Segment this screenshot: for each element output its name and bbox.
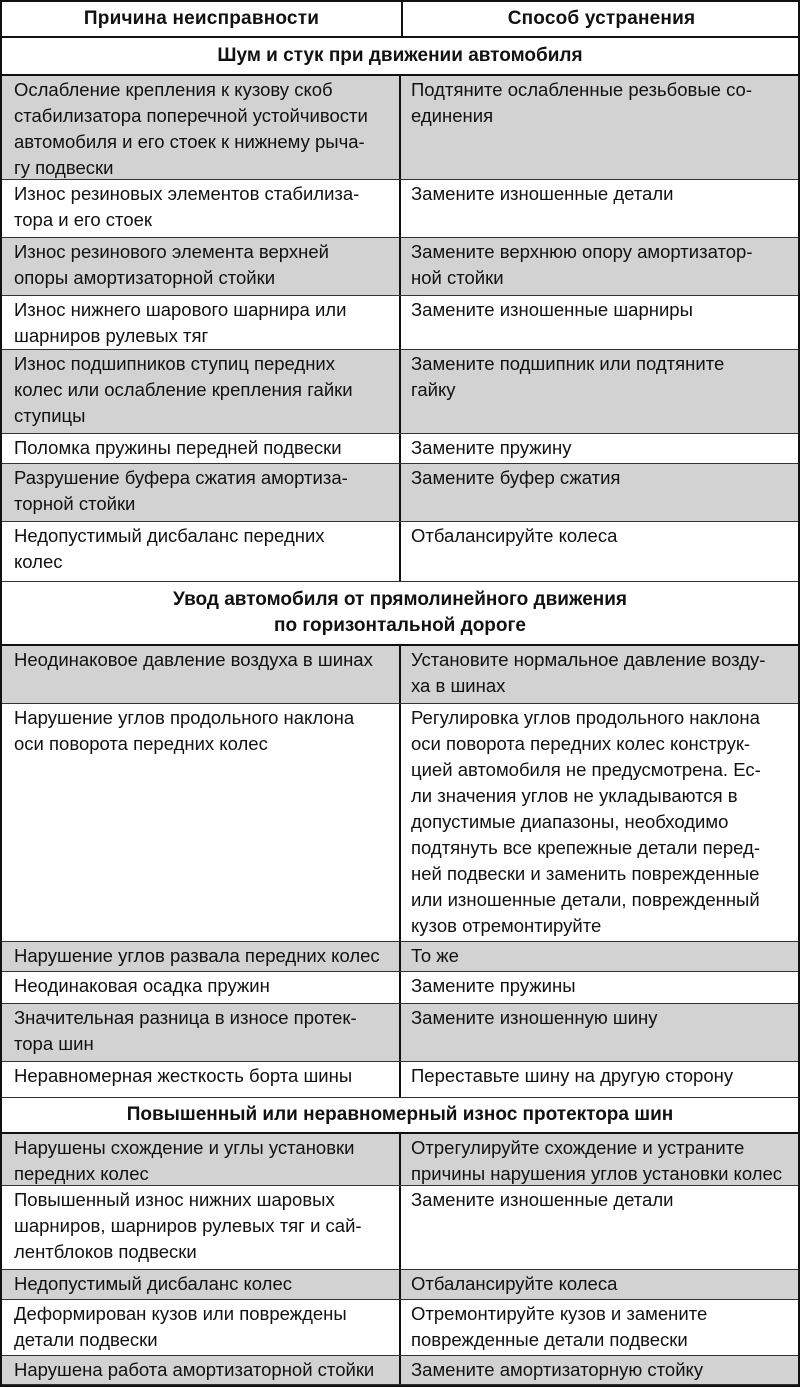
table-row (2, 1004, 798, 1062)
cause-cell: Износ подшипников ступиц передних колес или ослабление крепления гайки ступицы (2, 350, 401, 433)
cause-cell: Поломка пружины передней подвески (2, 434, 401, 463)
cause-cell: Износ резинового элемента верхней опоры амортизаторной стойки (2, 238, 401, 295)
table-row (2, 646, 798, 704)
cause-cell: Неодинаковая осадка пружин (2, 972, 401, 1003)
cause-cell: Недопустимый дисбаланс колес (2, 1270, 401, 1299)
remedy-cell: Замените изношенные детали (411, 183, 674, 204)
remedy-cell: Отбалансируйте колеса (411, 525, 618, 546)
remedy-cell: Отрегулируйте схождение и устраните причины нарушения углов установки колес (411, 1137, 783, 1184)
remedy-cell: Замените верхнюю опору амортизатор- ной стойки (411, 241, 753, 288)
remedy-cell: Подтяните ослабленные резьбовые со- единения (411, 79, 752, 126)
cause-cell: Недопустимый дисбаланс передних колес (2, 522, 401, 581)
table-row (2, 704, 798, 942)
table-row (2, 972, 798, 1004)
remedy-cell: Замените амортизаторную стойку (411, 1359, 704, 1380)
section-title (2, 38, 798, 76)
remedy-cell: Замените изношенные шарниры (411, 299, 693, 320)
cause-cell: Нарушение углов продольного наклона оси поворота передних колес (2, 704, 401, 941)
section-title-line: по горизонтальной дороге (274, 615, 526, 636)
cause-cell: Нарушена работа амортизаторной стойки (2, 1356, 401, 1384)
remedy-cell: Замените пружины (411, 975, 576, 996)
table-row (2, 1134, 798, 1186)
section-title-line: Шум и стук при движении автомобиля (217, 45, 583, 66)
cause-cell: Деформирован кузов или повреждены детали подвески (2, 1300, 401, 1355)
remedy-cell: Замените изношенные детали (411, 1189, 674, 1210)
table-row (2, 464, 798, 522)
section-title (2, 1098, 798, 1134)
cause-cell: Неравномерная жесткость борта шины (2, 1062, 401, 1097)
cause-cell: Нарушение углов развала передних колес (2, 942, 401, 971)
table-row (2, 180, 798, 238)
cause-cell: Неодинаковое давление воздуха в шинах (2, 646, 401, 703)
table-row (2, 1062, 798, 1098)
section-title-line: Повышенный или неравномерный износ протектора шин (126, 1104, 674, 1125)
table-row (2, 1270, 798, 1300)
remedy-cell: То же (411, 945, 459, 966)
remedy-cell: Переставьте шину на другую сторону (411, 1065, 734, 1086)
table-header (2, 2, 798, 38)
table-row (2, 942, 798, 972)
remedy-cell: Замените пружину (411, 437, 572, 458)
cause-cell: Нарушены схождение и углы установки передних колес (2, 1134, 401, 1185)
table-row (2, 238, 798, 296)
remedy-cell: Замените подшипник или подтяните гайку (411, 353, 725, 400)
remedy-cell: Установите нормальное давление возду- ха в шинах (411, 649, 766, 696)
table-row (2, 1300, 798, 1356)
header-remedy: Способ устранения (507, 8, 696, 29)
remedy-cell: Замените буфер сжатия (411, 467, 621, 488)
section-title-line: Увод автомобиля от прямолинейного движения (172, 589, 627, 610)
remedy-cell: Замените изношенную шину (411, 1007, 658, 1028)
remedy-cell: Отремонтируйте кузов и замените поврежденные детали подвески (411, 1303, 708, 1350)
table-row (2, 522, 798, 582)
cause-cell: Ослабление крепления к кузову скоб стабилизатора поперечной устойчивости автомобиля и его стоек к нижнему рыча- гу подвески (2, 76, 401, 179)
section-title (2, 582, 798, 646)
cause-cell: Износ нижнего шарового шарнира или шарниров рулевых тяг (2, 296, 401, 349)
table-row (2, 296, 798, 350)
table-row (2, 1356, 798, 1385)
table-row (2, 76, 798, 180)
cause-cell: Значительная разница в износе протек- тора шин (2, 1004, 401, 1061)
table-row (2, 434, 798, 464)
cause-cell: Повышенный износ нижних шаровых шарниров, шарниров рулевых тяг и сай- лентблоков подвески (2, 1186, 401, 1269)
remedy-cell: Регулировка углов продольного наклона оси поворота передних колес конструк- цией автомобиля не предусмотрена. Ес- ли значения углов не укладываются в допустимые диапазоны, необходимо подтянуть все крепежные детали перед- ней подвески и заменить поврежденные или изношенные детали, поврежденный кузов отремонтируйте (411, 707, 761, 936)
table-row (2, 350, 798, 434)
header-cause: Причина неисправности (2, 2, 403, 36)
table-row (2, 1186, 798, 1270)
cause-cell: Износ резиновых элементов стабилиза- тора и его стоек (2, 180, 401, 237)
remedy-cell: Отбалансируйте колеса (411, 1273, 618, 1294)
cause-cell: Разрушение буфера сжатия амортиза- торной стойки (2, 464, 401, 521)
